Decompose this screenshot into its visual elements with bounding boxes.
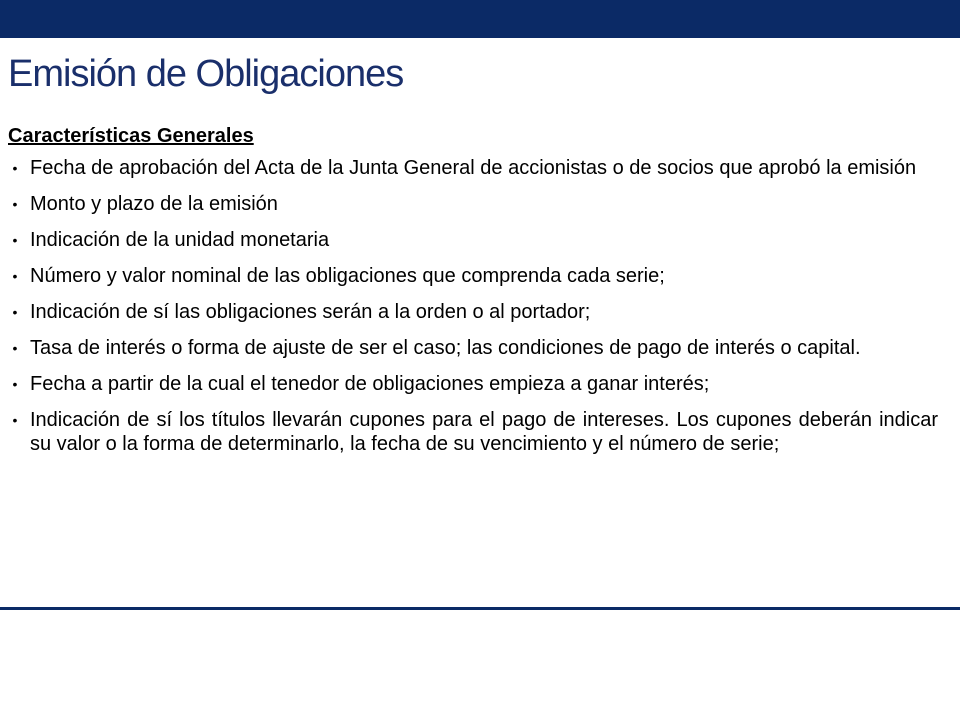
bullet-icon: • xyxy=(12,268,18,284)
bullet-icon: • xyxy=(12,196,18,212)
list-item-text: Fecha de aprobación del Acta de la Junta General de accionistas o de socios que aprobó la emisión xyxy=(30,157,917,179)
list-item xyxy=(8,372,938,396)
list-item-text: Indicación de sí las obligaciones serán a la orden o al portador; xyxy=(30,301,591,323)
bullet-icon: • xyxy=(12,376,18,392)
bullet-icon: • xyxy=(12,340,18,356)
bottom-divider xyxy=(0,607,960,610)
list-item-text: Fecha a partir de la cual el tenedor de obligaciones empieza a ganar interés; xyxy=(30,373,710,395)
section-subheading: Características Generales xyxy=(8,125,254,147)
bullet-icon: • xyxy=(12,160,18,176)
list-item xyxy=(8,156,938,180)
header-bar xyxy=(0,0,960,38)
list-item xyxy=(8,264,938,288)
bullet-icon: • xyxy=(12,412,18,428)
list-item-text: Tasa de interés o forma de ajuste de ser el caso; las condiciones de pago de interés o capital. xyxy=(30,337,861,359)
list-item-text: Indicación de la unidad monetaria xyxy=(30,229,330,251)
list-item xyxy=(8,192,938,216)
bullet-icon: • xyxy=(12,304,18,320)
slide-content xyxy=(8,122,938,468)
list-item xyxy=(8,228,938,252)
list-item-text: Número y valor nominal de las obligaciones que comprenda cada serie; xyxy=(30,265,665,287)
bullet-list xyxy=(8,156,938,456)
list-item xyxy=(8,300,938,324)
list-item xyxy=(8,336,938,360)
list-item-text: Indicación de sí los títulos llevarán cupones para el pago de intereses. Los cupones deberán indicar su valor o la forma de determinarlo, la fecha de su vencimiento y el número de serie; xyxy=(30,409,938,455)
bullet-icon: • xyxy=(12,232,18,248)
list-item-text: Monto y plazo de la emisión xyxy=(30,193,278,215)
list-item xyxy=(8,408,938,456)
slide-title: Emisión de Obligaciones xyxy=(8,53,404,95)
